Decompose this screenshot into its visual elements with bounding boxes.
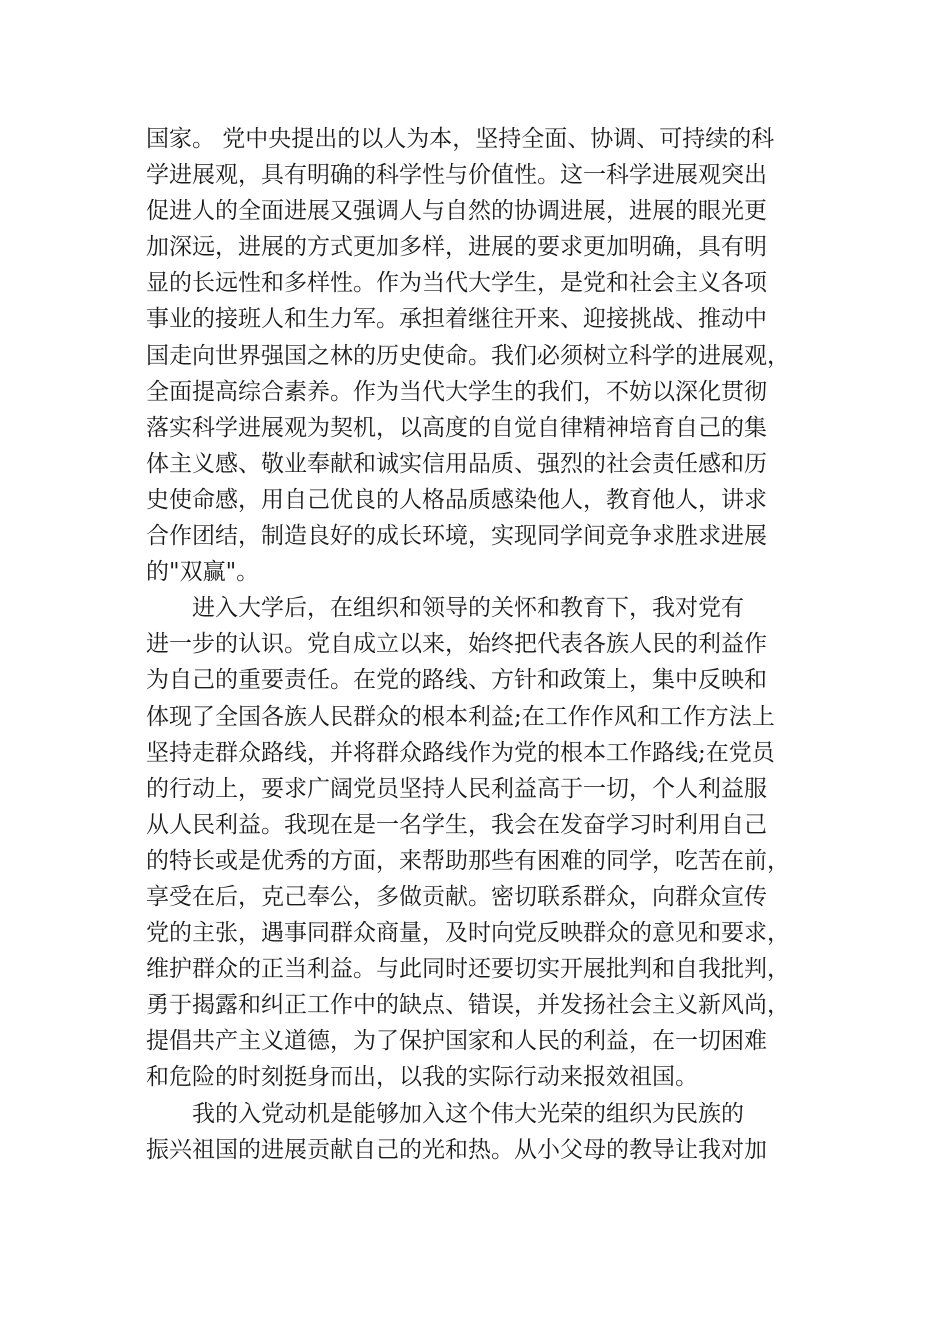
paragraph-1 xyxy=(146,121,806,590)
text-line: 国家。 党中央提出的以人为本，坚持全面、协调、可持续的科 xyxy=(146,126,775,152)
text-line: 落实科学进展观为契机，以高度的自觉自律精神培育自己的集 xyxy=(146,414,767,441)
text-line: 的特长或是优秀的方面，来帮助那些有困难的同学，吃苦在前， xyxy=(146,847,790,874)
text-line: 和危险的时刻挺身而出，以我的实际行动来报效祖国。 xyxy=(146,1064,698,1091)
text-line: 享受在后，克己奉公，多做贡献。密切联系群众，向群众宣传 xyxy=(146,883,767,910)
text-line: 体主义感、敬业奉献和诚实信用品质、强烈的社会责任感和历 xyxy=(146,450,767,477)
paragraph-2 xyxy=(146,590,806,1095)
text-line: 事业的接班人和生力军。承担着继往开来、迎接挑战、推动中 xyxy=(146,306,767,333)
text-line: 促进人的全面进展又强调人与自然的协调进展，进展的眼光更 xyxy=(146,198,767,225)
text-line: 维护群众的正当利益。与此同时还要切实开展批判和自我批判， xyxy=(146,956,790,983)
body-text xyxy=(146,121,806,1168)
text-line: 史使命感，用自己优良的人格品质感染他人，教育他人，讲求 xyxy=(146,486,767,513)
text-line: 全面提高综合素养。作为当代大学生的我们，不妨以深化贯彻 xyxy=(146,378,767,405)
text-line: 国走向世界强国之林的历史使命。我们必须树立科学的进展观， xyxy=(146,342,790,369)
text-line: 加深远，进展的方式更加多样，进展的要求更加明确，具有明 xyxy=(146,234,767,261)
text-line: 勇于揭露和纠正工作中的缺点、错误，并发扬社会主义新风尚， xyxy=(146,992,790,1019)
paragraph-3 xyxy=(146,1096,806,1168)
text-line: 进一步的认识。党自成立以来，始终把代表各族人民的利益作 xyxy=(146,631,767,658)
text-line: 从人民利益。我现在是一名学生，我会在发奋学习时利用自己 xyxy=(146,811,767,838)
text-line: 合作团结，制造良好的成长环境，实现同学间竞争求胜求进展 xyxy=(146,523,767,550)
text-line: 进入大学后，在组织和领导的关怀和教育下，我对党有 xyxy=(146,595,744,622)
text-line: 振兴祖国的进展贡献自己的光和热。从小父母的教导让我对加 xyxy=(146,1136,767,1163)
text-line: 体现了全国各族人民群众的根本利益;在工作作风和工作方法上 xyxy=(146,703,775,730)
text-line: 学进展观，具有明确的科学性与价值性。这一科学进展观突出 xyxy=(146,162,767,189)
text-line: 党的主张，遇事同群众商量，及时向党反映群众的意见和要求， xyxy=(146,920,790,947)
text-line: 的"双赢"。 xyxy=(146,559,260,586)
text-line: 的行动上，要求广阔党员坚持人民利益高于一切，个人利益服 xyxy=(146,775,767,802)
text-line: 坚持走群众路线，并将群众路线作为党的根本工作路线;在党员 xyxy=(146,739,775,766)
text-line: 显的长远性和多样性。作为当代大学生，是党和社会主义各项 xyxy=(146,270,767,297)
text-line: 我的入党动机是能够加入这个伟大光荣的组织为民族的 xyxy=(146,1100,744,1127)
text-line: 为自己的重要责任。在党的路线、方针和政策上，集中反映和 xyxy=(146,667,767,694)
text-line: 提倡共产主义道德，为了保护国家和人民的利益，在一切困难 xyxy=(146,1028,767,1055)
